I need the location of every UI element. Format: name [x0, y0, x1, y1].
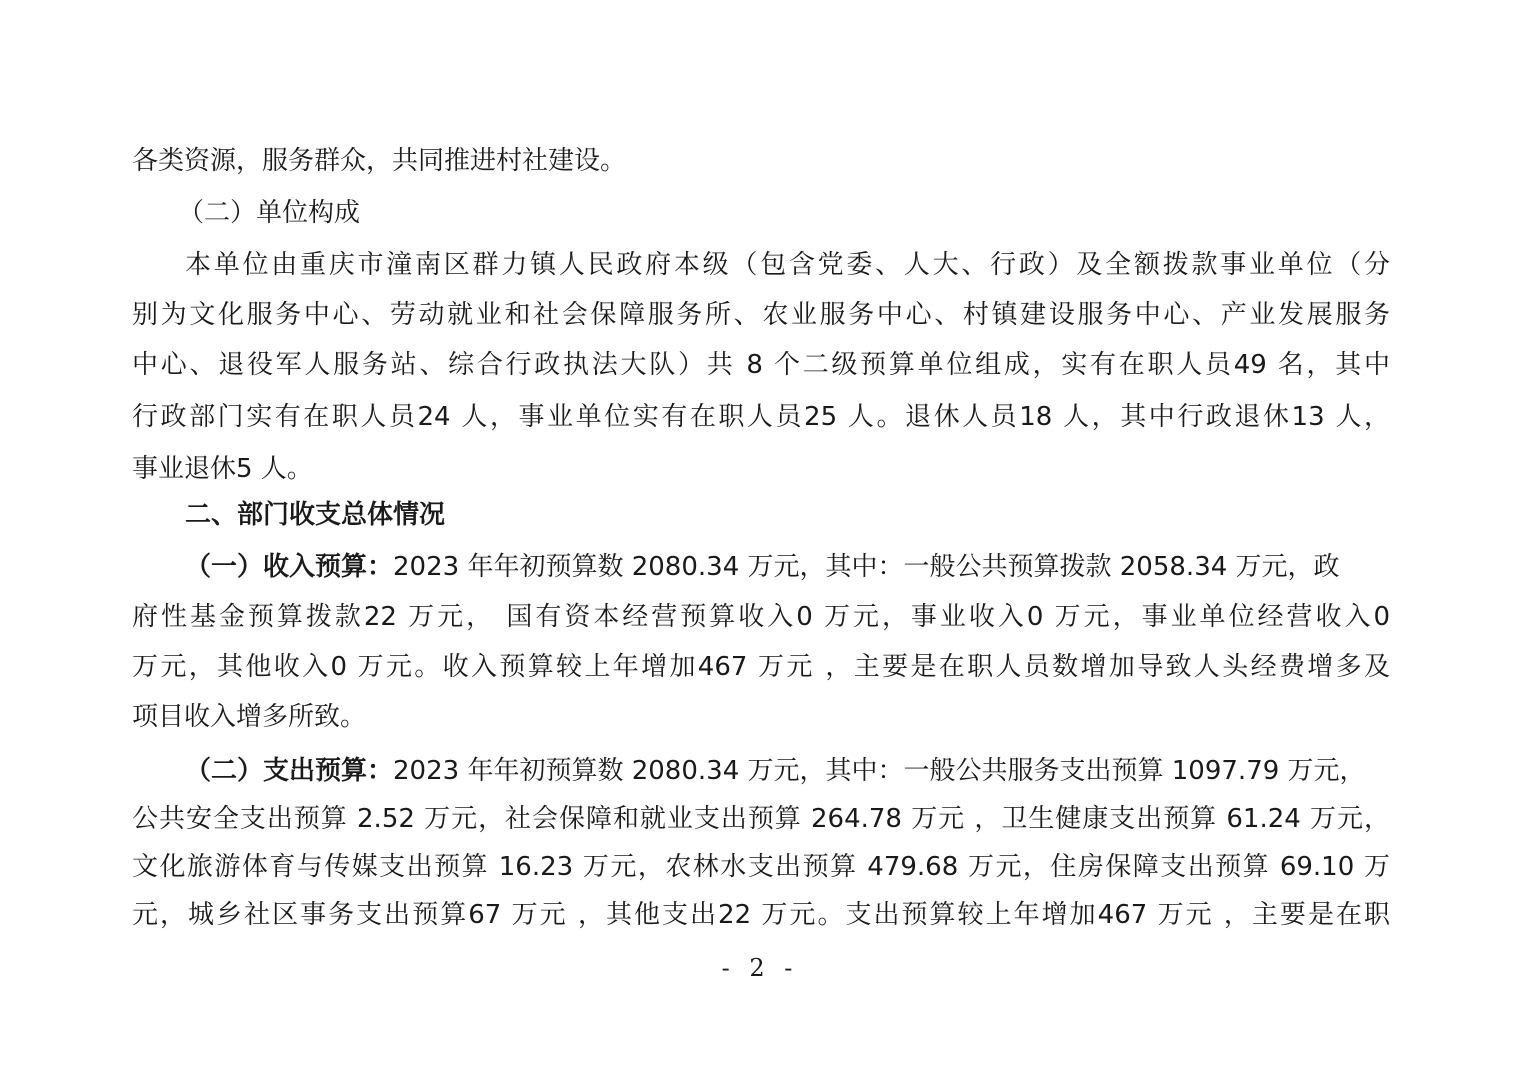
expenditure-budget-text: 2023 年年初预算数 2080.34 万元，其中：一般公共服务支出预算 1097.79 万元， — [393, 756, 1366, 786]
paragraph-line: 本单位由重庆市潼南区群力镇人民政府本级（包含党委、人大、行政）及全额拨款事业单位（分 — [185, 250, 1390, 280]
paragraph-line — [185, 549, 1390, 585]
paragraph-line: 各类资源，服务群众，共同推进村社建设。 — [132, 146, 627, 176]
paragraph-line: 别为文化服务中心、劳动就业和社会保障服务所、农业服务中心、村镇建设服务中心、产业发展服务 — [132, 300, 1390, 330]
paragraph-line: 元，城乡社区事务支出预算67 万元 ，其他支出22 万元。支出预算较上年增加467 万元 ，主要是在职 — [132, 900, 1390, 930]
expenditure-budget-label: （二）支出预算： — [185, 756, 394, 786]
income-budget-text: 2023 年年初预算数 2080.34 万元，其中：一般公共预算拨款 2058.34 万元，政 — [393, 552, 1340, 582]
income-budget-label: （一）收入预算： — [185, 552, 394, 582]
paragraph-line: 项目收入增多所致。 — [132, 702, 367, 732]
paragraph-line — [185, 753, 1390, 789]
paragraph-line: 万元，其他收入0 万元。收入预算较上年增加467 万元 ，主要是在职人员数增加导致人头经费增多及 — [132, 652, 1390, 682]
section-heading-income-expenditure: 二、部门收支总体情况 — [185, 500, 446, 530]
page-number: - 2 - — [721, 954, 799, 982]
paragraph-line: 事业退休5 人。 — [132, 454, 313, 484]
paragraph-line: 公共安全支出预算 2.52 万元，社会保障和就业支出预算 264.78 万元 ，卫生健康支出预算 61.24 万元， — [132, 804, 1390, 834]
paragraph-line: 中心、退役军人服务站、综合行政执法大队）共 8 个二级预算单位组成，实有在职人员49 名，其中 — [132, 350, 1390, 380]
paragraph-line: 行政部门实有在职人员24 人，事业单位实有在职人员25 人。退休人员18 人，其中行政退休13 人， — [132, 402, 1390, 432]
paragraph-line: 府性基金预算拨款22 万元， 国有资本经营预算收入0 万元，事业收入0 万元，事业单位经营收入0 — [132, 602, 1390, 632]
section-heading-unit-composition: （二）单位构成 — [178, 198, 361, 228]
paragraph-line: 文化旅游体育与传媒支出预算 16.23 万元，农林水支出预算 479.68 万元，住房保障支出预算 69.10 万 — [132, 852, 1390, 882]
